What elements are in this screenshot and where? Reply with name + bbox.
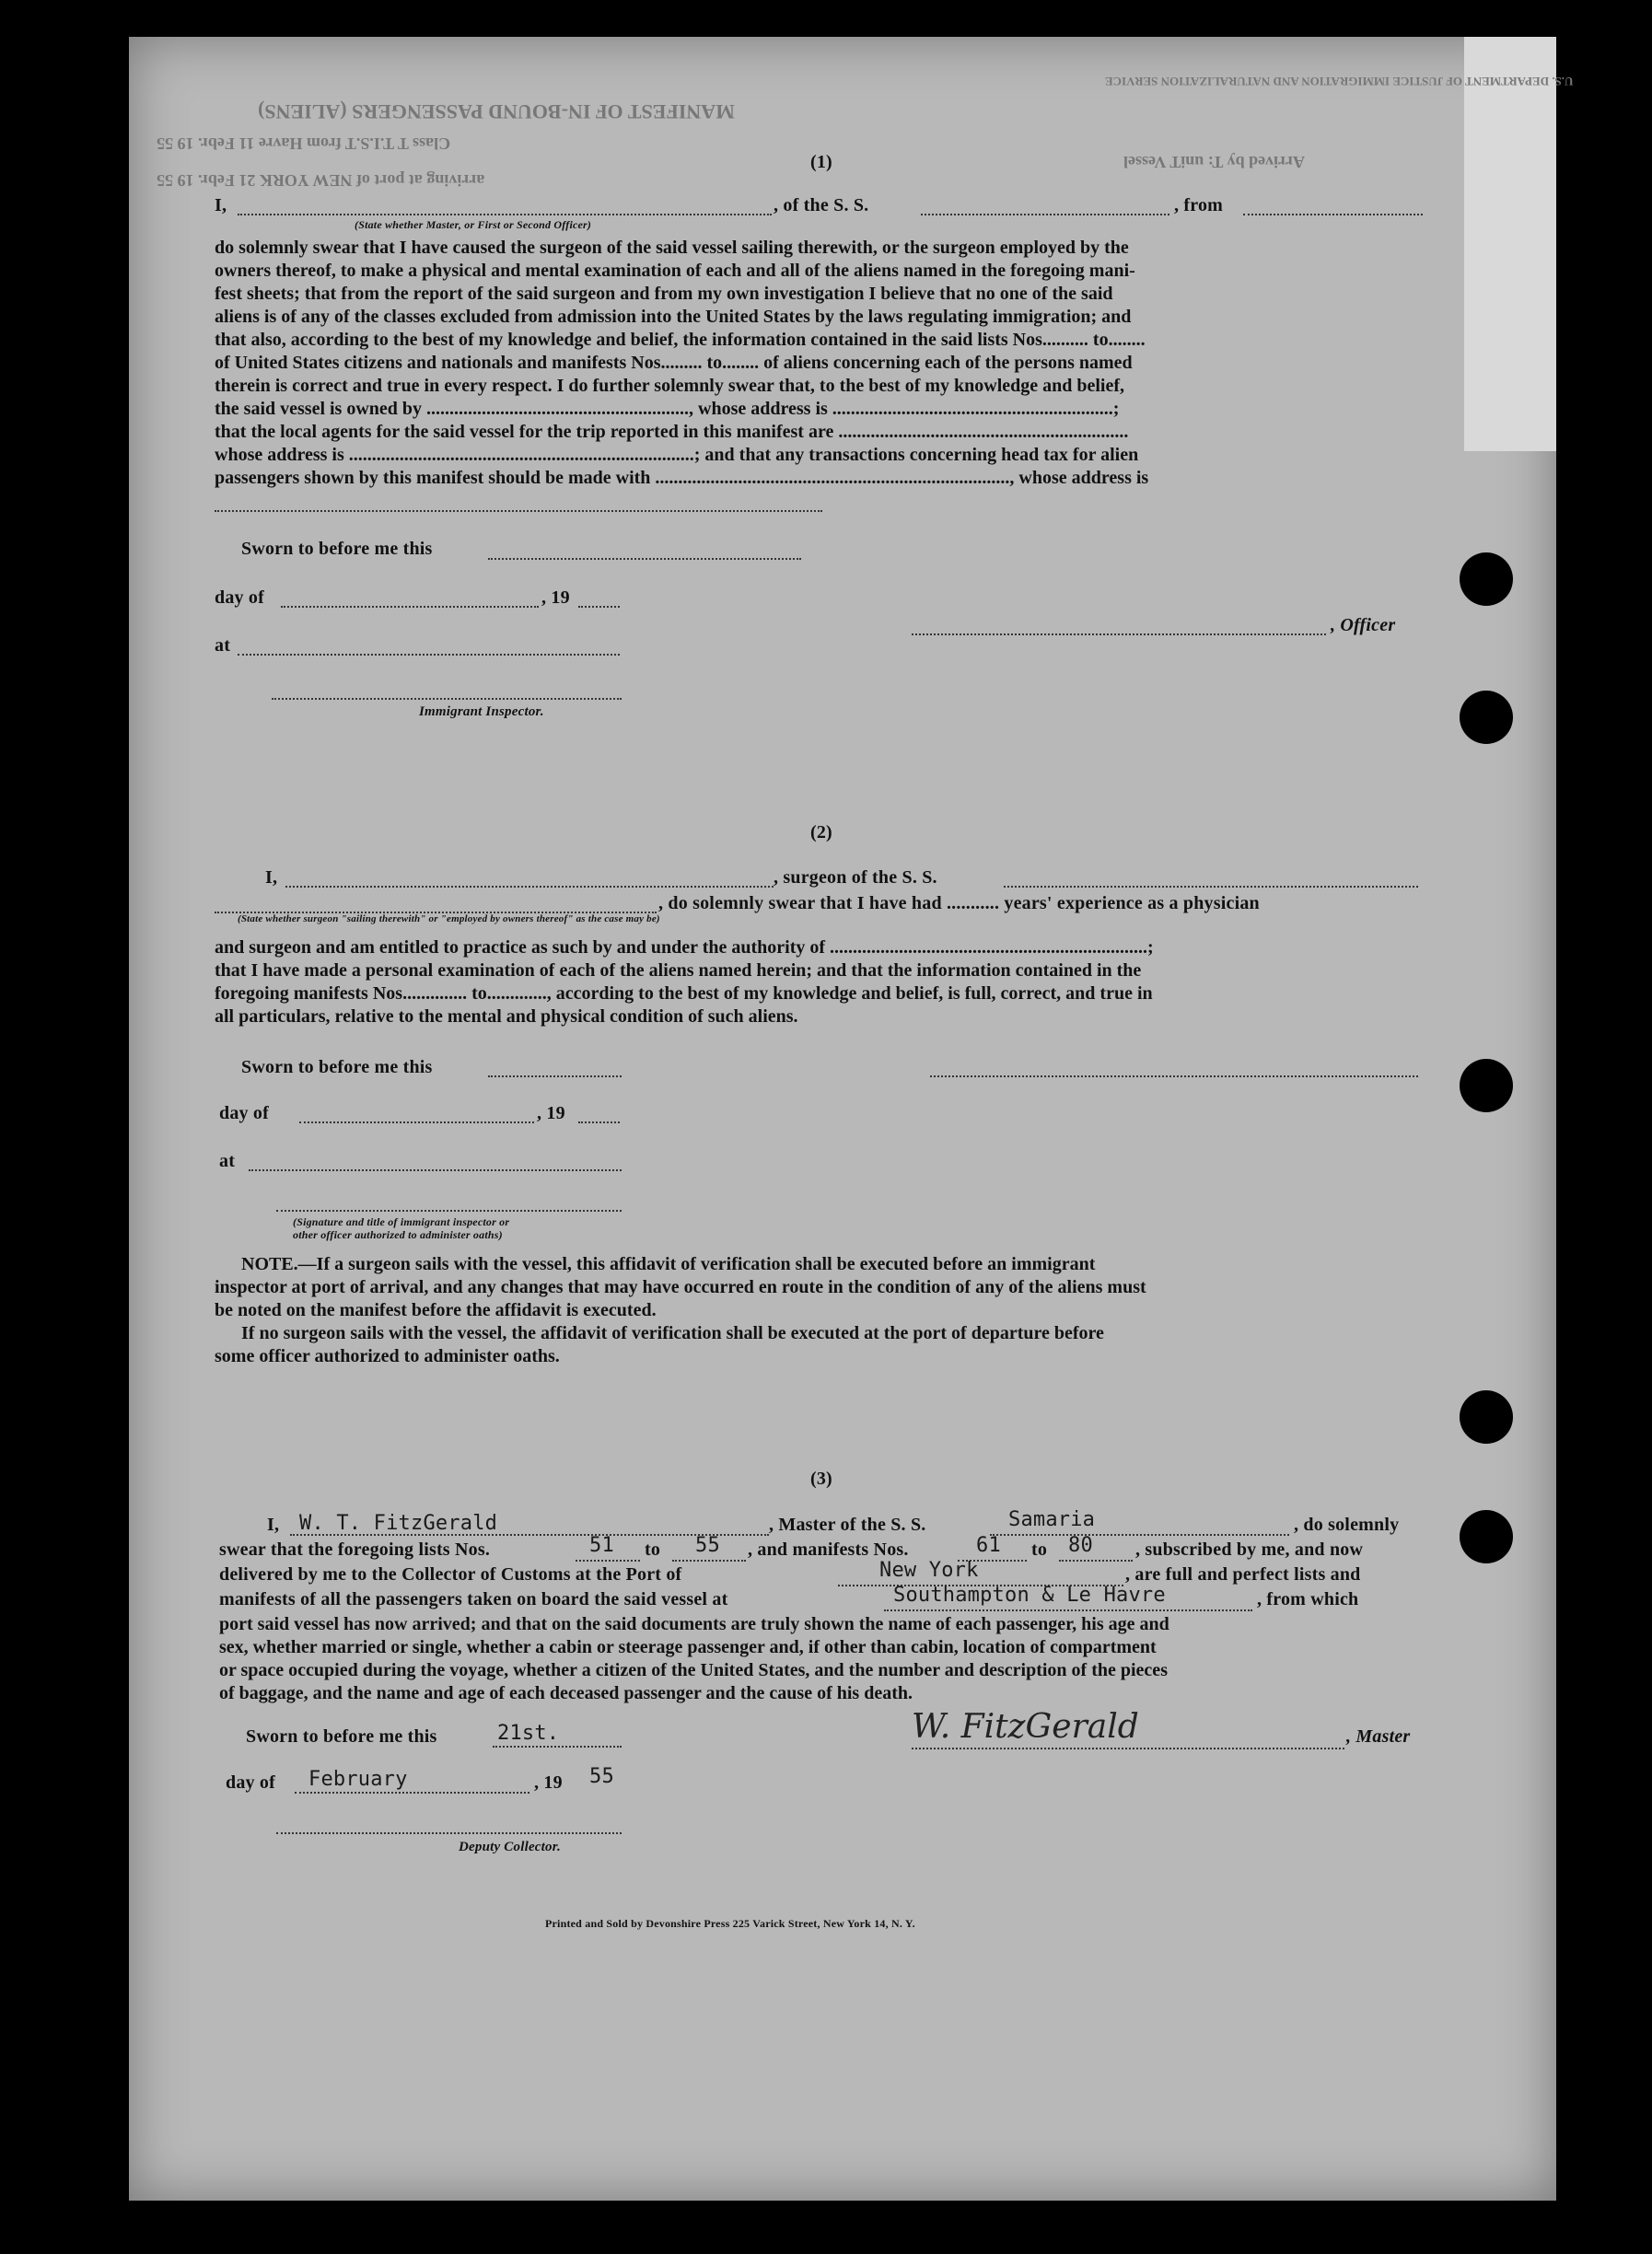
- section3-year-prefix: , 19: [534, 1772, 563, 1793]
- section1-body-line: of United States citizens and nationals and manifests Nos......... to........ of aliens concerning each of the persons named: [215, 353, 1133, 373]
- section1-officer-sign-line: [912, 633, 1326, 635]
- section2-name-line: [285, 886, 774, 888]
- section1-i: I,: [215, 195, 227, 215]
- section3-manifests: , and manifests Nos.: [748, 1539, 909, 1560]
- section2-body-line: foregoing manifests Nos.............. to............., according to the best of my knowledge and belief, is full, correct, and true in: [215, 983, 1153, 1004]
- section2-sworn-line: [488, 1075, 622, 1077]
- section3-sworn-line: [493, 1746, 622, 1748]
- section2-note: (State whether surgeon "sailing therewith" or "employed by owners thereof" as the case may be): [238, 913, 660, 924]
- section3-month: February: [308, 1768, 408, 1791]
- section3-body-line: or space occupied during the voyage, whether a citizen of the United States, and the number and description of the pieces: [219, 1660, 1168, 1680]
- section1-body-line: passengers shown by this manifest should be made with ............................................................................., whose address is: [215, 468, 1149, 488]
- section2-note-line: If no surgeon sails with the vessel, the affidavit of verification shall be executed at the port of departure before: [241, 1323, 1104, 1343]
- punch-hole: [1460, 1510, 1513, 1563]
- section3-day-of: day of: [226, 1772, 275, 1793]
- section2-note-line: be noted on the manifest before the affidavit is executed.: [215, 1300, 657, 1320]
- section3-number: (3): [810, 1469, 832, 1489]
- section3-year: 55: [589, 1765, 614, 1788]
- section3-departure: Southampton & Le Havre: [893, 1584, 1166, 1607]
- header-agency: U.S. DEPARTMENT OF JUSTICE IMMIGRATION AND NATURALIZATION SERVICE: [1105, 75, 1574, 88]
- section1-at: at: [215, 635, 231, 656]
- section3-departure-line: [884, 1609, 1252, 1611]
- section2-ship-line: [1004, 886, 1418, 888]
- section2-at-line: [249, 1169, 622, 1171]
- section1-at-line: [238, 654, 620, 656]
- section3-sworn-day: 21st.: [497, 1722, 560, 1745]
- section2-i: I,: [265, 867, 278, 888]
- section2-sig-line: [276, 1210, 622, 1212]
- section2-day-line: [299, 1121, 534, 1123]
- section3-lists-to: 55: [695, 1534, 720, 1557]
- section1-body-line: the said vessel is owned by ........................................................., whose address is .............................................................;: [215, 399, 1120, 419]
- section1-body-line: therein is correct and true in every respect. I do further solemnly swear that, to the best of my knowledge and belief,: [215, 376, 1125, 396]
- section3-manifest-to: 80: [1068, 1534, 1093, 1557]
- section1-year-line: [578, 606, 620, 608]
- section3-i: I,: [267, 1515, 280, 1535]
- section3-master: , Master: [1346, 1726, 1411, 1747]
- section2-sig-note-1: (Signature and title of immigrant inspector or: [293, 1215, 510, 1228]
- section1-body-line: that also, according to the best of my knowledge and belief, the information contained in the said lists Nos.......... to........: [215, 330, 1146, 350]
- section3-body-line: sex, whether married or single, whether a cabin or steerage passenger and, if other than cabin, location of compartment: [219, 1637, 1157, 1657]
- section1-year: , 19: [541, 587, 570, 608]
- section1-inspector-line: [272, 698, 622, 700]
- footer-printer: Printed and Sold by Devonshire Press 225 Varick Street, New York 14, N. Y.: [545, 1917, 915, 1930]
- section2-sig-note-2: other officer authorized to administer oaths): [293, 1228, 503, 1241]
- section1-body-line: do solemnly swear that I have caused the surgeon of the said vessel sailing therewith, or the surgeon employed by the: [215, 238, 1129, 258]
- section3-manifest-from: 61: [976, 1534, 1001, 1557]
- section2-day-of: day of: [219, 1103, 269, 1123]
- section1-from: , from: [1174, 195, 1224, 215]
- section3-signature-line: [912, 1748, 1344, 1749]
- header-line1: Class T T.I.S.T from Havre 11 Febr. 19 55: [157, 134, 451, 153]
- section2-number: (2): [810, 822, 832, 842]
- section1-body-line: owners thereof, to make a physical and mental examination of each and all of the aliens named in the foregoing mani-: [215, 261, 1135, 281]
- punch-hole: [1460, 552, 1513, 606]
- section1-day-line: [281, 606, 539, 608]
- section2-note-line: NOTE.—If a surgeon sails with the vessel, this affidavit of verification shall be executed before an immigrant: [241, 1254, 1096, 1274]
- section2-swear: , do solemnly swear that I have had ........... years' experience as a physician: [658, 893, 1260, 913]
- section2-at: at: [219, 1151, 236, 1171]
- section2-surgeon-of: , surgeon of the S. S.: [774, 867, 937, 888]
- page-fold: [1464, 37, 1556, 451]
- section3-month-line: [295, 1792, 529, 1794]
- section1-sworn-line: [488, 558, 801, 560]
- section3-line4-b: , from which: [1257, 1589, 1359, 1609]
- section3-ship: Samaria: [1008, 1508, 1096, 1531]
- section2-year: , 19: [537, 1103, 565, 1123]
- punch-hole: [1460, 691, 1513, 744]
- section3-to: to: [645, 1539, 661, 1560]
- section1-sworn: Sworn to before me this: [241, 539, 433, 559]
- section3-master-name: W. T. FitzGerald: [299, 1512, 498, 1535]
- section1-from-line: [1243, 214, 1423, 215]
- section3-line3-a: delivered by me to the Collector of Customs at the Port of: [219, 1564, 682, 1585]
- section3-subscribed: , subscribed by me, and now: [1135, 1539, 1364, 1560]
- section3-line4-a: manifests of all the passengers taken on board the said vessel at: [219, 1589, 728, 1609]
- section1-day-of: day of: [215, 587, 264, 608]
- section2-surgeon-sign-line: [930, 1075, 1418, 1077]
- punch-hole: [1460, 1390, 1513, 1444]
- section1-body-line: whose address is ...........................................................................; and that any transactions concerning head tax for alien: [215, 445, 1139, 465]
- section3-body-line: of baggage, and the name and age of each deceased passenger and the cause of his death.: [219, 1683, 913, 1703]
- section1-body-line: aliens is of any of the classes excluded from admission into the United States by the laws regulating immigration; and: [215, 307, 1132, 327]
- section1-bottom-line: [215, 510, 822, 512]
- section3-port: New York: [879, 1559, 979, 1582]
- section3-sworn: Sworn to before me this: [246, 1726, 437, 1747]
- section3-body-line: port said vessel has now arrived; and that on the said documents are truly shown the name of each passenger, his age and: [219, 1614, 1169, 1634]
- section1-body-line: fest sheets; that from the report of the said surgeon and from my own investigation I believe that no one of the said: [215, 284, 1113, 304]
- section1-inspector: Immigrant Inspector.: [419, 704, 544, 719]
- section2-body-line: that I have made a personal examination of each of the aliens named herein; and that the information contained in the: [215, 960, 1142, 981]
- section3-master-of: , Master of the S. S.: [769, 1515, 926, 1535]
- section3-to-2: to: [1031, 1539, 1048, 1560]
- section2-note-line: inspector at port of arrival, and any changes that may have occurred en route in the condition of any of the aliens must: [215, 1277, 1146, 1297]
- section3-manifest-to-line: [1059, 1560, 1133, 1562]
- master-signature: W. FitzGerald: [912, 1708, 1139, 1746]
- section2-body-line: and surgeon and am entitled to practice as such by and under the authority of .....................................................................;: [215, 937, 1154, 958]
- section3-lists-from: 51: [589, 1534, 614, 1557]
- section1-of-ss: , of the S. S.: [774, 195, 869, 215]
- section1-officer: , Officer: [1331, 615, 1396, 635]
- section2-year-line: [578, 1121, 620, 1123]
- section3-do-solemnly: , do solemnly: [1294, 1515, 1400, 1535]
- section3-deputy: Deputy Collector.: [459, 1840, 561, 1854]
- section3-deputy-line: [276, 1832, 622, 1834]
- section2-note-line: some officer authorized to administer oaths.: [215, 1346, 560, 1366]
- section3-lists-from-line: [576, 1560, 640, 1562]
- section1-body-line: that the local agents for the said vessel for the trip reported in this manifest are ...............................................................: [215, 422, 1129, 442]
- section2-body-line: all particulars, relative to the mental and physical condition of such aliens.: [215, 1006, 798, 1027]
- section3-ship-line: [990, 1534, 1289, 1536]
- header-title: MANIFEST OF IN-BOUND PASSENGERS (ALIENS): [258, 100, 735, 123]
- header-extra: Arrived by T: uniT Vessel: [1123, 153, 1306, 171]
- section1-officer-line: [238, 214, 772, 215]
- section3-line2-a: swear that the foregoing lists Nos.: [219, 1539, 491, 1560]
- section3-line3-b: , are full and perfect lists and: [1125, 1564, 1361, 1585]
- header-line2: arriving at port of NEW YORK 21 Febr. 19 55: [157, 171, 485, 190]
- punch-hole: [1460, 1059, 1513, 1112]
- section1-ship-line: [921, 214, 1169, 215]
- section1-number: (1): [810, 152, 832, 172]
- section1-note: (State whether Master, or First or Second Officer): [355, 218, 592, 231]
- section3-lists-to-line: [672, 1560, 746, 1562]
- section2-sworn: Sworn to before me this: [241, 1057, 433, 1077]
